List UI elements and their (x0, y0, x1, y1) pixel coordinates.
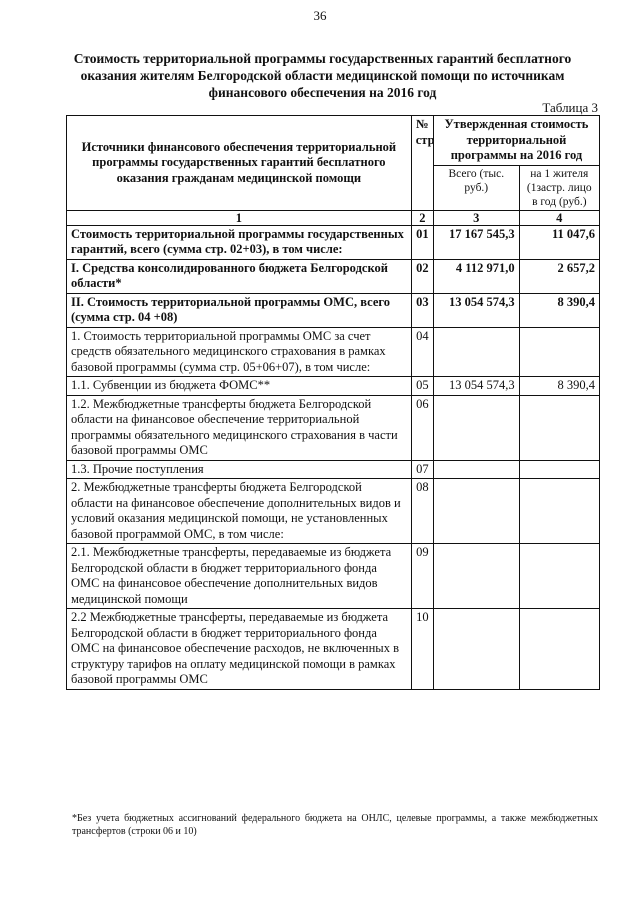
row-total (433, 327, 519, 377)
row-code: 10 (411, 609, 433, 690)
row-per-capita (519, 544, 599, 609)
row-per-capita (519, 327, 599, 377)
row-total (433, 460, 519, 479)
row-code: 08 (411, 479, 433, 544)
row-code: 05 (411, 377, 433, 396)
row-per-capita: 11 047,6 (519, 225, 599, 259)
row-total: 13 054 574,3 (433, 377, 519, 396)
header-total: Всего (тыс. руб.) (433, 165, 519, 210)
row-total (433, 479, 519, 544)
table-row (67, 544, 600, 609)
row-code: 09 (411, 544, 433, 609)
row-per-capita: 2 657,2 (519, 259, 599, 293)
col-number: 2 (411, 210, 433, 225)
row-total: 13 054 574,3 (433, 293, 519, 327)
row-label: 1. Стоимость территориальной программы ОМС за счет средств обязательного медицинского страхования в рамках базовой программы (сумма стр. 05+06+07), в том числе: (67, 327, 412, 377)
row-per-capita (519, 460, 599, 479)
header-line-no: № стр (411, 116, 433, 211)
col-number: 3 (433, 210, 519, 225)
footnote: *Без учета бюджетных ассигнований федерального бюджета на ОНЛС, целевые программы, а также межбюджетных трансфертов (строки 06 и 10) (72, 813, 598, 837)
header-approved-cost: Утвержденная стоимость территориальной программы на 2016 год (433, 116, 599, 166)
table-row (67, 259, 600, 293)
table-label: Таблица 3 (542, 100, 598, 115)
row-total: 4 112 971,0 (433, 259, 519, 293)
row-code: 06 (411, 395, 433, 460)
table-row (67, 479, 600, 544)
row-code: 01 (411, 225, 433, 259)
row-total: 17 167 545,3 (433, 225, 519, 259)
header-source: Источники финансового обеспечения территориальной программы государственных гарантий бесплатного оказания гражданам медицинской помощи (67, 116, 412, 211)
table-row (67, 327, 600, 377)
row-label: 2. Межбюджетные трансферты бюджета Белгородской области на финансовое обеспечение дополнительных видов и условий оказания медицинской помощи, не установленных базовой программой ОМС, в том числе: (67, 479, 412, 544)
page-number: 36 (313, 8, 327, 23)
row-label: 2.1. Межбюджетные трансферты, передаваемые из бюджета Белгородской области в бюджет территориального фонда ОМС на финансовое обеспечение дополнительных видов медицинской помощи (67, 544, 412, 609)
row-label: 1.2. Межбюджетные трансферты бюджета Белгородской области на финансовое обеспечение территориальной программы обязательного медицинского страхования в части базовой программы ОМС (67, 395, 412, 460)
row-label: I. Средства консолидированного бюджета Белгородской области* (67, 259, 412, 293)
header-row (67, 116, 600, 166)
table-row (67, 395, 600, 460)
table-row (67, 460, 600, 479)
row-total (433, 395, 519, 460)
cost-table (66, 115, 600, 690)
row-per-capita (519, 479, 599, 544)
row-per-capita: 8 390,4 (519, 293, 599, 327)
row-code: 02 (411, 259, 433, 293)
row-total (433, 609, 519, 690)
column-numbers-row (67, 210, 600, 225)
row-per-capita (519, 609, 599, 690)
table-row (67, 293, 600, 327)
row-code: 03 (411, 293, 433, 327)
table-row (67, 377, 600, 396)
row-per-capita (519, 395, 599, 460)
table-row (67, 609, 600, 690)
row-code: 04 (411, 327, 433, 377)
col-number: 1 (67, 210, 412, 225)
document-title: Стоимость территориальной программы государственных гарантий бесплатного оказания жителям Белгородской области медицинской помощи по источникам финансового обеспечения на 2016 год (73, 51, 572, 100)
table-row (67, 225, 600, 259)
row-code: 07 (411, 460, 433, 479)
row-label: 1.3. Прочие поступления (67, 460, 412, 479)
row-total (433, 544, 519, 609)
header-per-capita: на 1 жителя (1застр. лицо в год (руб.) (519, 165, 599, 210)
row-per-capita: 8 390,4 (519, 377, 599, 396)
col-number: 4 (519, 210, 599, 225)
row-label: Стоимость территориальной программы государственных гарантий, всего (сумма стр. 02+03), в том числе: (67, 225, 412, 259)
row-label: 1.1. Субвенции из бюджета ФОМС** (67, 377, 412, 396)
row-label: II. Стоимость территориальной программы ОМС, всего (сумма стр. 04 +08) (67, 293, 412, 327)
row-label: 2.2 Межбюджетные трансферты, передаваемые из бюджета Белгородской области в бюджет территориального фонда ОМС на финансовое обеспечение расходов, не включенных в структуру тарифов на оплату медицинской помощи в рамках базовой программы ОМС (67, 609, 412, 690)
